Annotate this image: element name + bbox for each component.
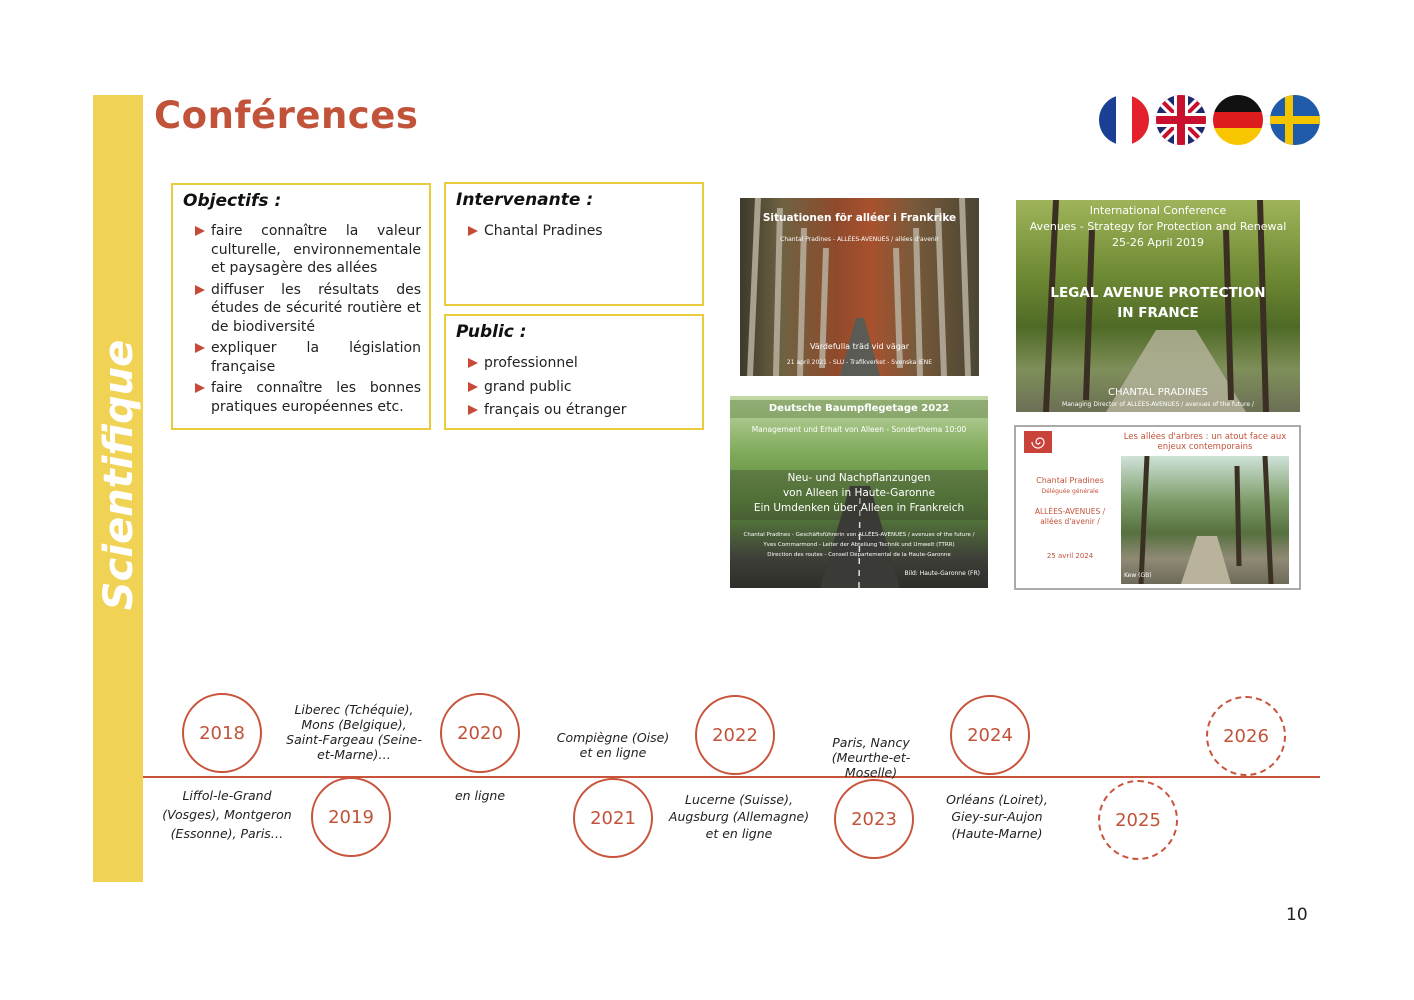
- year-2018-circle: 2018: [182, 693, 262, 773]
- photo-4-org: ALLÉES-AVENUES / allées d'avenir /: [1034, 507, 1106, 526]
- photo-3-foot2: Yves Commarmond - Leiter der Abteilung Technik und Umwelt (TTRR): [763, 542, 955, 548]
- flag-germany-icon: [1213, 95, 1263, 145]
- photo-1-line1: Värdefulla träd vid vägar: [809, 342, 910, 351]
- flag-uk-icon: [1156, 95, 1206, 145]
- bullet-arrow-icon: [468, 226, 478, 236]
- caption-2018: Liffol-le-Grand (Vosges), Montgeron (Essonne), Paris…: [162, 788, 292, 841]
- caption-2024: Orléans (Loiret), Giey-sur-Aujon (Haute-Marne): [946, 792, 1048, 841]
- public-heading: Public :: [456, 322, 527, 342]
- year-2020-circle: 2020: [440, 693, 520, 773]
- bullet-arrow-icon: [195, 343, 205, 353]
- photo-4-image: [1121, 456, 1289, 584]
- photo-conference-2019: [1016, 200, 1300, 412]
- year-2023-circle: 2023: [834, 779, 914, 859]
- caption-2023: Paris, Nancy (Meurthe-et-Moselle): [831, 735, 911, 780]
- bullet-arrow-icon: [468, 382, 478, 392]
- page-title: Conférences: [154, 94, 419, 137]
- photo-4-date: 25 avril 2024: [1046, 552, 1094, 560]
- objectifs-item: faire connaître la valeur culturelle, environnementale et paysagère des allées: [183, 222, 421, 278]
- caption-2021: Compiègne (Oise) et en ligne: [556, 730, 670, 760]
- public-item: français ou étranger: [456, 401, 694, 420]
- intervenante-list: [456, 222, 694, 241]
- photo-3-header: Deutsche Baumpflegetage 2022: [768, 403, 950, 414]
- bullet-arrow-icon: [195, 226, 205, 236]
- caption-2020: en ligne: [454, 788, 506, 803]
- photo-3-line2: von Alleen in Haute-Garonne: [782, 487, 936, 499]
- photo-2-headline: LEGAL AVENUE PROTECTION IN FRANCE: [1050, 285, 1266, 321]
- bullet-arrow-icon: [468, 405, 478, 415]
- intervenante-heading: Intervenante :: [456, 190, 594, 210]
- objectifs-item: diffuser les résultats des études de sécurité routière et de biodiversité: [183, 281, 421, 337]
- public-box: [444, 314, 704, 430]
- photo-4-role: Déléguée générale: [1041, 488, 1099, 495]
- objectifs-heading: Objectifs :: [183, 191, 282, 211]
- photo-1-line2: 21 april 2021 - SLU - Trafikverket - Svenska IENE: [786, 359, 933, 366]
- public-item: grand public: [456, 378, 694, 397]
- year-2022-circle: 2022: [695, 695, 775, 775]
- objectifs-list: [183, 222, 421, 416]
- year-2019-circle: 2019: [311, 777, 391, 857]
- photo-2-line3: 25-26 April 2019: [1111, 236, 1205, 249]
- flag-sweden-icon: [1270, 95, 1320, 145]
- photo-3-subheader: Management und Erhalt von Alleen - Sonderthema 10:00: [751, 425, 967, 434]
- intervenante-item: Chantal Pradines: [456, 222, 694, 241]
- photo-2-line2: Avenues - Strategy for Protection and Renewal: [1029, 220, 1287, 233]
- objectifs-item: expliquer la législation française: [183, 339, 421, 376]
- bullet-arrow-icon: [468, 358, 478, 368]
- objectifs-item: faire connaître les bonnes pratiques européennes etc.: [183, 379, 421, 416]
- public-item: professionnel: [456, 354, 694, 373]
- photo-3-foot1: Chantal Pradines - Geschäftsführerin von ALLÉES-AVENUES / avenues of the future /: [743, 532, 975, 538]
- year-2024-circle: 2024: [950, 695, 1030, 775]
- photo-3-foot3: Direction des routes - Conseil Départemental de la Haute-Garonne: [767, 552, 951, 558]
- year-2025-circle: 2025: [1098, 780, 1178, 860]
- photo-4-title: Les allées d'arbres : un atout face aux enjeux contemporains: [1123, 432, 1287, 452]
- year-2021-circle: 2021: [573, 778, 653, 858]
- photo-4-name: Chantal Pradines: [1036, 476, 1104, 485]
- side-label: Scientifique: [96, 339, 142, 611]
- year-2026-circle: 2026: [1206, 696, 1286, 776]
- caption-2019: Liberec (Tchéquie), Mons (Belgique), Saint-Fargeau (Seine-et-Marne)…: [286, 702, 422, 762]
- caption-2022: Lucerne (Suisse), Augsburg (Allemagne) et en ligne: [668, 792, 810, 841]
- photo-conference-2022: [730, 396, 988, 588]
- photo-4-credit: Kew (GB): [1124, 572, 1152, 579]
- photo-3-line1: Neu- und Nachpflanzungen: [787, 472, 931, 484]
- photo-conference-2024: [1014, 425, 1301, 590]
- timeline-axis: [143, 776, 1320, 778]
- garden-illustration: [1121, 456, 1289, 584]
- photo-2-line1: International Conference: [1089, 204, 1227, 217]
- intervenante-box: [444, 182, 704, 306]
- photo-1-subtitle: Chantal Pradines - ALLÉES-AVENUES / allées d'avenir: [780, 236, 939, 243]
- bullet-arrow-icon: [195, 285, 205, 295]
- photo-conference-2021: [740, 198, 979, 376]
- photo-3-line3: Ein Umdenken über Alleen in Frankreich: [753, 502, 965, 514]
- photo-2-role: Managing Director of ALLÉES-AVENUES / avenues of the future /: [1062, 401, 1254, 408]
- spiral-logo-icon: [1024, 431, 1052, 453]
- photo-2-author: CHANTAL PRADINES: [1108, 387, 1208, 398]
- flag-france-icon: [1099, 95, 1149, 145]
- objectifs-box: [171, 183, 431, 430]
- public-list: [456, 354, 694, 420]
- photo-3-credit: Bild: Haute-Garonne (FR): [904, 570, 980, 577]
- page-number: 10: [1286, 905, 1308, 925]
- photo-1-title: Situationen för alléer i Frankrike: [762, 212, 957, 224]
- bullet-arrow-icon: [195, 383, 205, 393]
